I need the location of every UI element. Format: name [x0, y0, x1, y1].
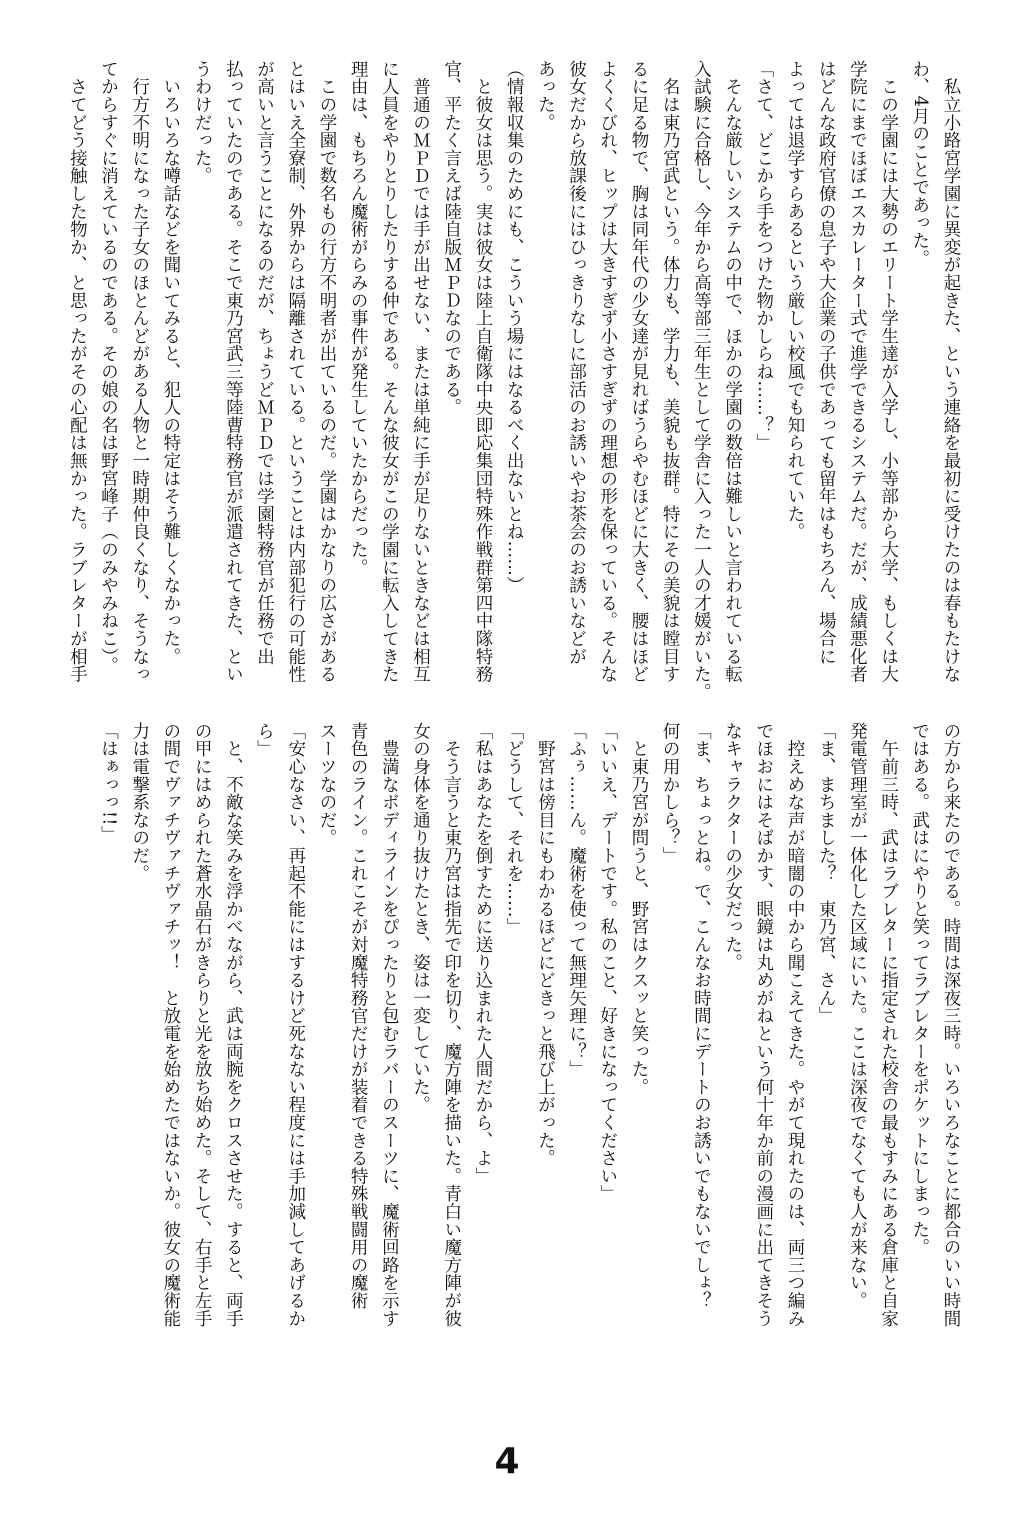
text-line: 青色のライン。これこそが対魔特務官だけが装着できる特殊戦闘用の魔術 [348, 722, 369, 1310]
text-line: の甲にはめられた蒼水晶石がきらりと光を放ち始めた。そして、右手と左手 [192, 722, 213, 1328]
text-line: の間でヴァチヴァチヴァチッ！ と放電を始めたではないか。彼女の魔術能 [160, 722, 181, 1328]
text-line: （情報収集のためにも、こういう場にはなるべく出ないとね……） [504, 60, 525, 594]
text-line: スーツなのだ。 [316, 722, 337, 847]
text-line: そう言うと東乃宮は指先で印を切り、魔方陣を描いた。青白い魔方陣が彼 [441, 722, 462, 1328]
text-line: 学院にまでほぼエスカレーター式で進学できるシステムだ。だが、成績悪化者 [847, 60, 868, 683]
text-line: ではある。武はにやりと笑ってラブレターをポケットにしまった。 [909, 722, 930, 1256]
text-line: はどんな政府官僚の息子や大企業の子供であっても留年はもちろん、場合に [816, 60, 837, 666]
text-line: 何の用かしら？」 [660, 722, 681, 865]
text-line: あった。 [535, 60, 556, 132]
text-line: 豊満なボディラインをぴったりと包むラバーのスーツに、魔術回路を示す [379, 722, 400, 1328]
text-line: てからすぐに消えているのである。その娘の名は野宮峰子（のみやみねこ）。 [98, 60, 119, 675]
text-line: 発電管理室が一体化した区域にいた。ここは深夜でなくても人が来ない。 [847, 722, 868, 1310]
page-number: 4 [494, 1441, 520, 1482]
text-line: 「はぁっっ!!」 [98, 722, 119, 844]
text-line: 私立小路宮学園に異変が起きた、という連絡を最初に受けたのは春もたけな [941, 60, 961, 683]
text-line: 彼女だから放課後にはひっきりなしに部活のお誘いやお茶会のお誘いなどが [566, 60, 587, 666]
text-line: るに足る物で、胸は同年代の少女達が見ればうらやむほどに大きく、腰はほど [628, 60, 649, 683]
text-line: 普通のＭＰＤでは手が出せない、または単純に手が足りないときなどは相互 [410, 60, 431, 683]
text-line: 野宮は傍目にもわかるほどにどきっと飛び上がった。 [535, 722, 556, 1167]
upper-text-block [36, 60, 966, 706]
text-line: 払っていたのである。そこで東乃宮武三等陸曹特務官が派遣されてきた、とい [223, 60, 244, 683]
text-line: 「安心なさい、再起不能にはするけど死なない程度には手加減してあげるか [285, 722, 306, 1328]
text-line: いろいろな噂話などを聞いてみると、犯人の特定はそう難しくなかった。 [160, 60, 181, 666]
text-line: 午前三時、武はラブレターに指定された校舎の最もすみにある倉庫と自家 [878, 722, 899, 1328]
text-line: 「ふぅ……ん。魔術を使って無理矢理に？」 [566, 722, 587, 1078]
text-line: よっては退学すらあるという厳しい校風でも知られていた。 [784, 60, 805, 541]
text-line: 力は電撃系なのだ。 [129, 722, 150, 883]
text-line: に人員をやりとりしたりする仲である。そんな彼女がこの学園に転入してきた [379, 60, 400, 683]
text-line: 官、平たく言えば陸自版ＭＰＤなのである。 [441, 60, 462, 416]
text-line: 「さて、どこから手をつけた物かしらね……？」 [753, 60, 774, 452]
text-line: この学園で数名もの行方不明者が出ているのだ。学園はかなりの広さがある [316, 60, 337, 683]
text-line: の方から来たのである。時間は深夜三時。いろいろなことに都合のいい時間 [941, 722, 961, 1328]
text-line: 行方不明になった子女のほとんどがある人物と一時期仲良くなり、そうなっ [129, 60, 150, 683]
text-line: よくくびれ、ヒップは大きすぎず小さすぎずの理想の形を保っている。そんな [597, 60, 618, 683]
text-line: と彼女は思う。実は彼女は陸上自衛隊中央即応集団特殊作戦群第四中隊特務 [472, 60, 493, 683]
text-line: さてどう接触した物か、と思ったがその心配は無かった。ラブレターが相手 [67, 60, 88, 683]
text-line: 控えめな声が暗闇の中から聞こえてきた。やがて現れたのは、両三つ編み [784, 722, 805, 1328]
text-line: 名は東乃宮武という。体力も、学力も、美貌も抜群。特にその美貌は瞠目す [660, 60, 681, 683]
text-line: でほおにはそばかす、眼鏡は丸めがねという何十年か前の漫画に出てきそう [753, 722, 774, 1328]
text-line: 入試験に合格し、今年から高等部三年生として学舎に入った一人の才媛がいた。 [691, 60, 712, 701]
text-line: と東乃宮が問うと、野宮はクスッと笑った。 [628, 722, 649, 1096]
text-line: が高いと言うことになるのだが、ちょうどＭＰＤでは学園特務官が任務で出 [254, 60, 275, 666]
text-line: なキャラクターの少女だった。 [722, 722, 743, 972]
text-line: と、不敵な笑みを浮かべながら、武は両腕をクロスさせた。すると、両手 [223, 722, 244, 1328]
text-line: 女の身体を通り抜けたとき、姿は一変していた。 [410, 722, 431, 1114]
text-line: ら」 [254, 722, 275, 758]
text-line: 「どうして、それを……」 [504, 722, 525, 936]
lower-text-block [36, 722, 966, 1422]
text-line: 理由は、もちろん魔術がらみの事件が発生していたからだった。 [348, 60, 369, 577]
text-line: 「ま、ちょっとね。で、こんなお時間にデートのお誘いでもないでしょ？ [691, 722, 712, 1310]
text-line: 「いいえ、デートです。私のこと、好きになってください」 [597, 722, 618, 1203]
text-line: この学園には大勢のエリート学生達が入学し、小等部から大学、もしくは大 [878, 60, 899, 683]
text-line: 「ま、まちました？ 東乃宮、さん」 [816, 722, 837, 1025]
text-line: 「私はあなたを倒すために送り込まれた人間だから、よ」 [472, 722, 493, 1185]
text-line: とはいえ全寮制、外界からは隔離されている。ということは内部犯行の可能性 [285, 60, 306, 683]
text-line: うわけだった。 [192, 60, 213, 185]
text-line: わ、4月のことであった。 [909, 60, 930, 268]
text-line: そんな厳しいシステムの中で、ほかの学園の数倍は難しいと言われている転 [722, 60, 743, 683]
